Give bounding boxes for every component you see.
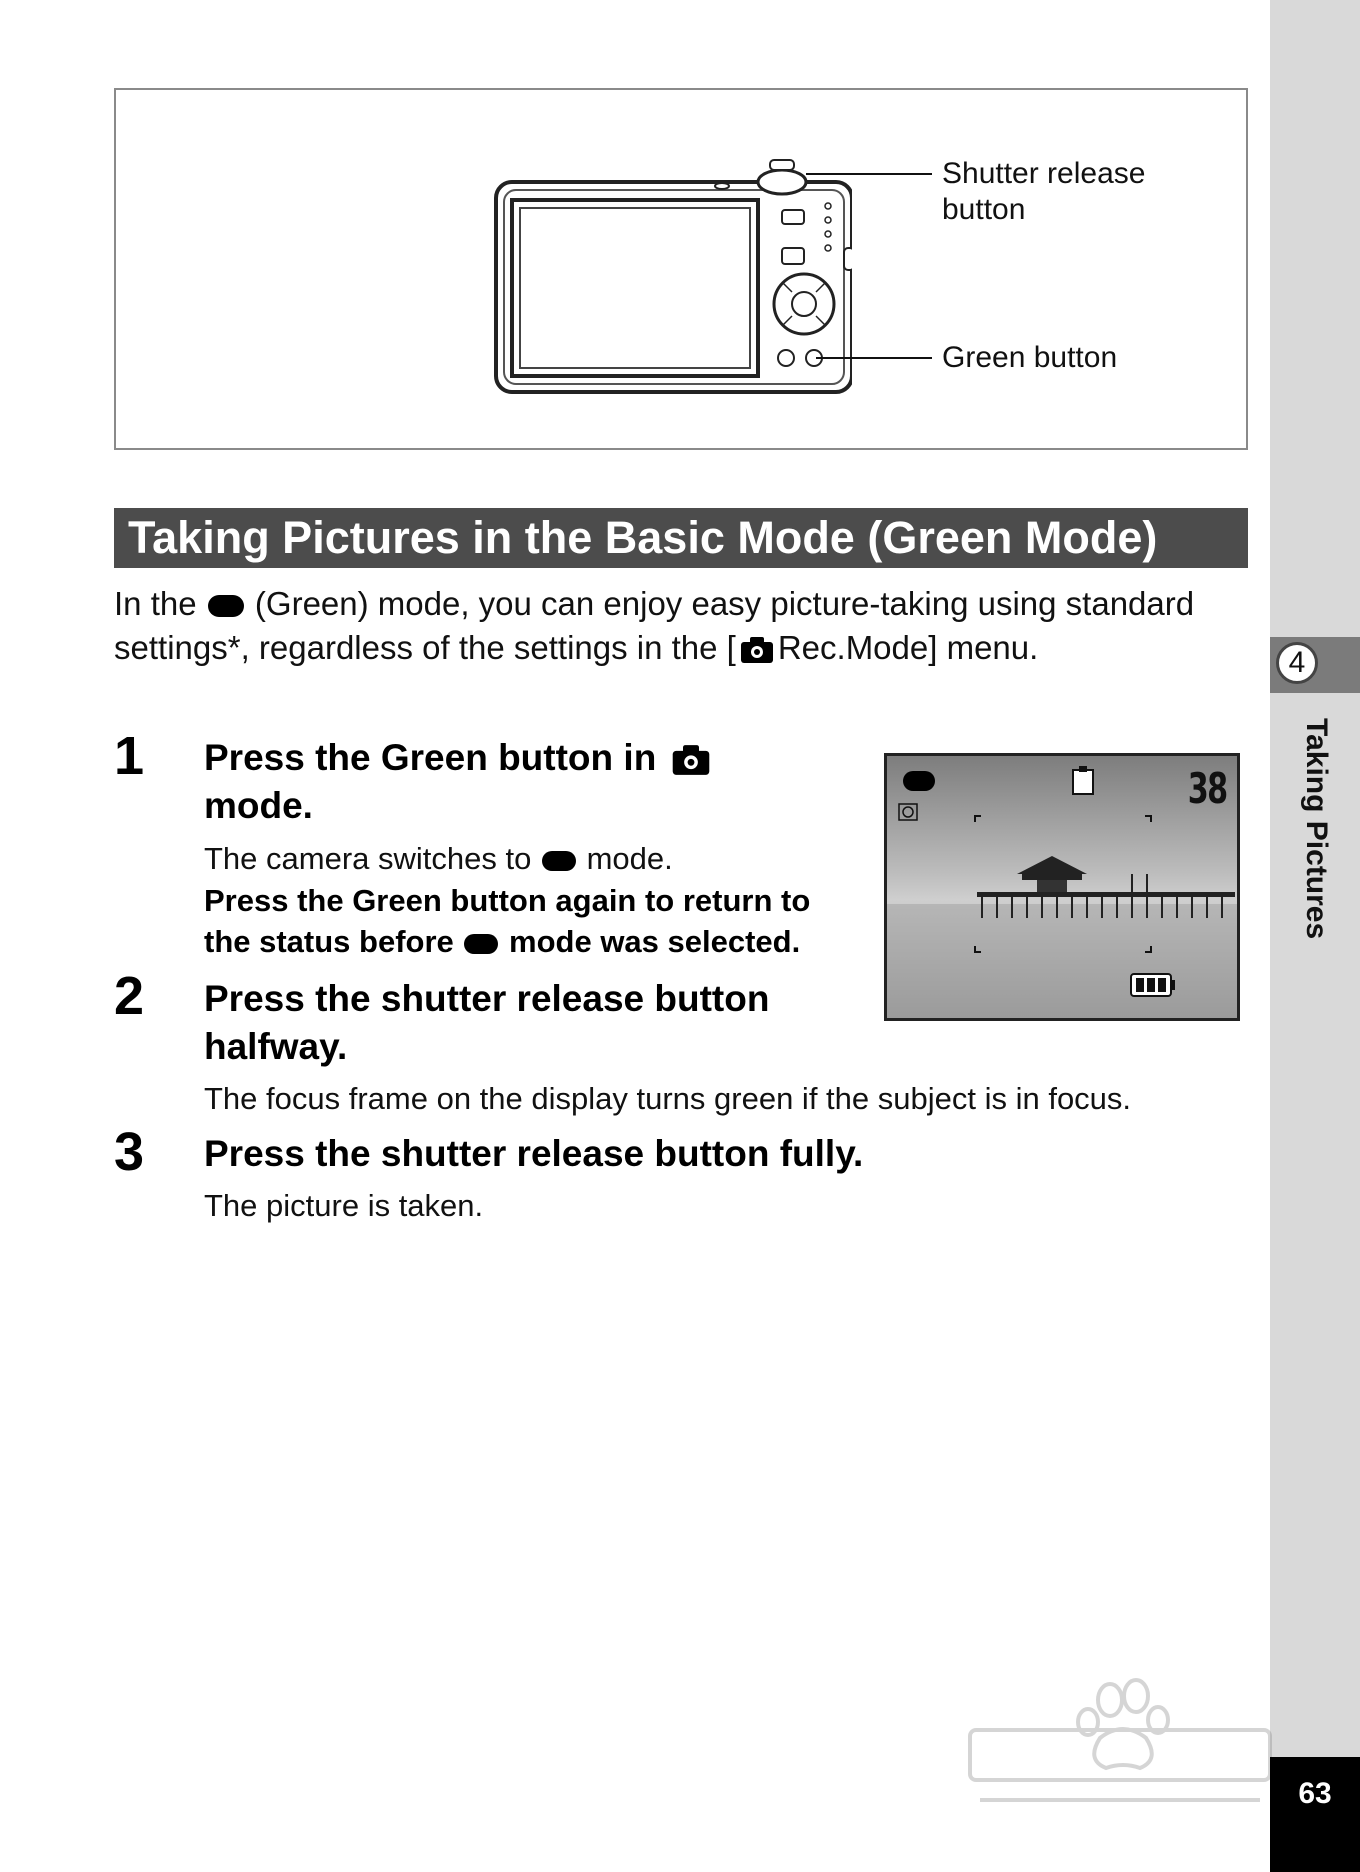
- step-1-heading-text: Press the Green button in: [204, 737, 657, 778]
- step-1-note-line2: [204, 921, 800, 963]
- step-1-note-line1: Press the Green button again to return to: [204, 883, 811, 918]
- step-2-number: 2: [114, 966, 145, 1026]
- step-1-heading-line2: mode.: [204, 785, 313, 826]
- page-number: 63: [1270, 1757, 1360, 1872]
- step-3-number: 3: [114, 1122, 145, 1182]
- remaining-shots-count: 38: [1188, 764, 1227, 813]
- intro-paragraph: [114, 582, 1264, 670]
- memory-card-icon: [1073, 770, 1093, 794]
- callout-leader-lines: [116, 90, 1250, 452]
- green-mode-icon: [542, 851, 576, 871]
- intro-text-2: (Green) mode, you can enjoy easy picture-taking using standard settings*, regardless of the settings in the [: [114, 585, 1195, 666]
- section-title: Taking Pictures in the Basic Mode (Green Mode): [128, 512, 1158, 563]
- section-title-bar: [114, 508, 1248, 568]
- chapter-number: 4: [1276, 642, 1318, 684]
- chapter-title: Taking Pictures: [1300, 718, 1333, 940]
- step-1-body: [204, 838, 673, 880]
- green-mode-icon: [903, 771, 935, 791]
- baidu-watermark-logo: [960, 1660, 1280, 1830]
- step-1-body-text-a: The camera switches to: [204, 841, 532, 876]
- step-1-note-text-a: the status before: [204, 924, 454, 959]
- step-1-heading-line1: [204, 734, 715, 782]
- step-2-body: The focus frame on the display turns green if the subject is in focus.: [204, 1081, 1132, 1116]
- camera-diagram: [114, 88, 1248, 450]
- lcd-scene: [887, 756, 1237, 1018]
- shutter-release-callout: Shutter release button: [942, 157, 1146, 226]
- step-3-body: The picture is taken.: [204, 1188, 484, 1223]
- step-1-number: 1: [114, 726, 145, 786]
- lcd-preview: [884, 753, 1240, 1021]
- camera-icon: [671, 744, 711, 776]
- green-button-callout: Green button: [942, 341, 1118, 374]
- green-mode-icon: [208, 595, 244, 617]
- intro-text-3: Rec.Mode] menu.: [777, 629, 1039, 666]
- camera-icon: [740, 636, 774, 664]
- step-3-heading: Press the shutter release button fully.: [204, 1133, 864, 1174]
- step-2-heading-line2: halfway.: [204, 1026, 348, 1067]
- step-1-note-text-b: mode was selected.: [509, 924, 801, 959]
- intro-text-1: In the: [114, 585, 197, 622]
- green-mode-icon: [464, 934, 498, 954]
- step-1-body-text-b: mode.: [586, 841, 673, 876]
- step-2-heading-line1: Press the shutter release button: [204, 978, 770, 1019]
